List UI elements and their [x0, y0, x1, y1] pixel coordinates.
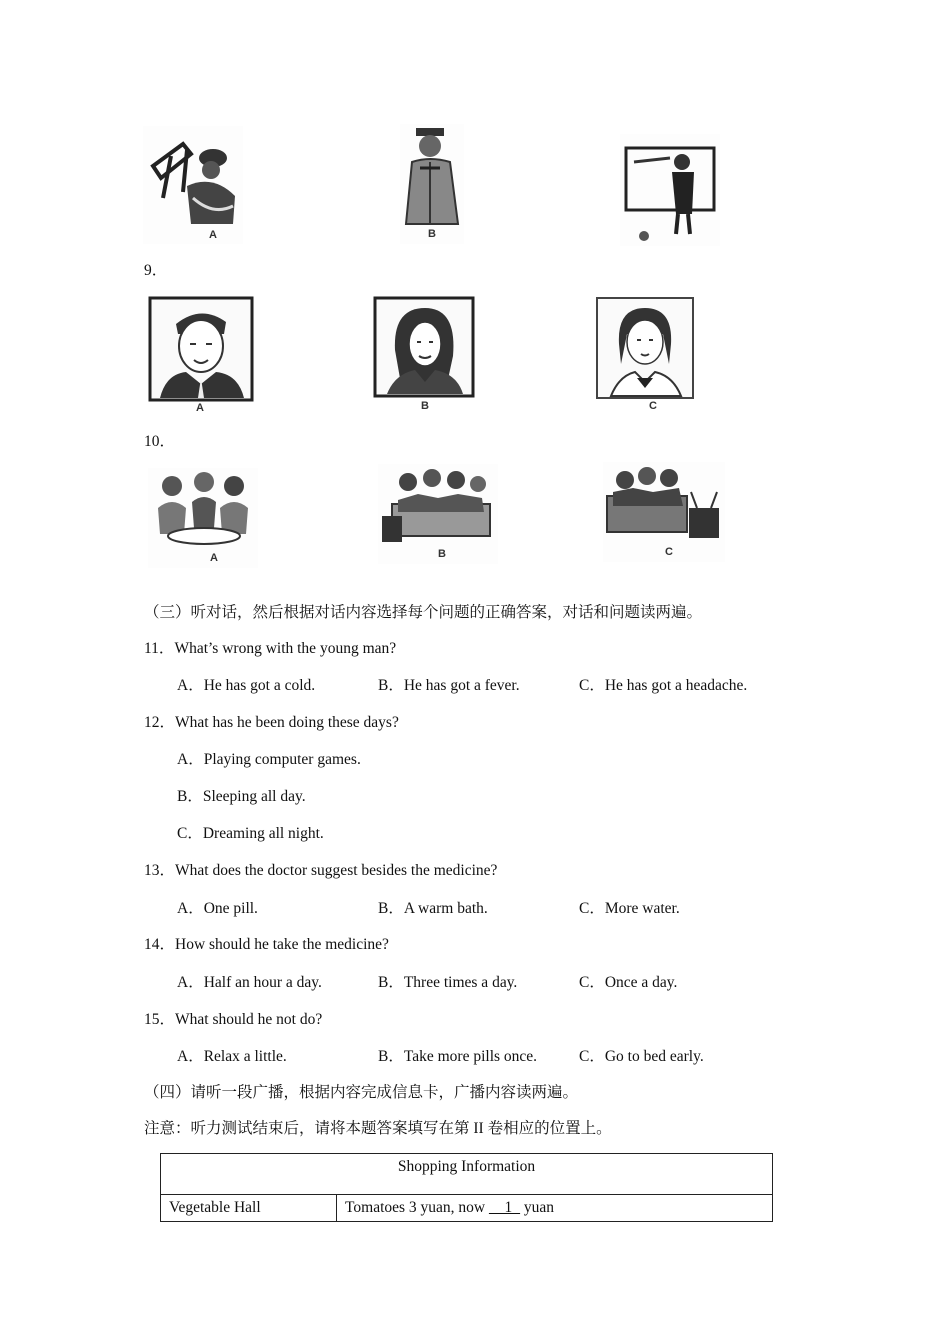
question-13 [144, 861, 497, 881]
question-number-10: 10． [144, 433, 176, 450]
q9-picture-a [146, 294, 258, 418]
question-11 [144, 639, 396, 659]
q11-option-a[interactable]: A．He has got a cold. [177, 677, 316, 694]
q10-picture-b [378, 464, 498, 564]
table-row-label: Vegetable Hall [161, 1195, 337, 1222]
q8-picture-b [400, 124, 464, 244]
option-label: B [438, 548, 446, 560]
question-text: How should he take the medicine? [175, 936, 389, 953]
question-15 [144, 1010, 322, 1030]
row-text-after: yuan [520, 1199, 555, 1216]
q9-picture-b [371, 294, 477, 418]
q15-option-c[interactable]: C．Go to bed early. [579, 1048, 704, 1065]
table-row-value [337, 1195, 773, 1222]
row-text-before: Tomatoes 3 yuan, now [345, 1199, 489, 1216]
question-12 [144, 713, 399, 733]
question-number: 14． [144, 936, 176, 953]
table-title: Shopping Information [161, 1154, 773, 1195]
q11-option-b[interactable]: B．He has got a fever. [378, 677, 520, 694]
section-4-note: 注意：听力测试结束后，请将本题答案填写在第 II 卷相应的位置上。 [144, 1120, 612, 1137]
q10-picture-c [603, 462, 725, 562]
q15-option-b[interactable]: B．Take more pills once. [378, 1048, 538, 1065]
question-number: 15． [144, 1011, 176, 1028]
q8-picture-a [143, 126, 243, 244]
q11-option-c[interactable]: C．He has got a headache. [579, 677, 748, 694]
q13-option-b[interactable]: B．A warm bath. [378, 900, 488, 917]
section-4-heading: （四）请听一段广播，根据内容完成信息卡，广播内容读两遍。 [144, 1084, 579, 1101]
q14-option-a[interactable]: A．Half an hour a day. [177, 974, 322, 991]
q15-option-a[interactable]: A．Relax a little. [177, 1048, 287, 1065]
question-text: What has he been doing these days? [175, 714, 399, 731]
option-label: C [665, 546, 673, 558]
q12-option-a[interactable]: A．Playing computer games. [177, 751, 361, 768]
option-label: B [428, 228, 436, 240]
q9-picture-c [593, 294, 721, 418]
answer-blank-1[interactable]: __1_ [489, 1199, 520, 1216]
q12-option-c[interactable]: C．Dreaming all night. [177, 825, 324, 842]
shopping-info-table [160, 1153, 773, 1222]
question-text: What does the doctor suggest besides the medicine? [175, 862, 498, 879]
option-label: C [649, 400, 657, 412]
q10-picture-a [148, 468, 258, 568]
q8-picture-c [620, 134, 720, 246]
q14-option-c[interactable]: C．Once a day. [579, 974, 678, 991]
question-number: 12． [144, 714, 176, 731]
question-number: 13． [144, 862, 176, 879]
question-text: What’s wrong with the young man? [174, 640, 397, 657]
option-label: A [196, 402, 204, 414]
q12-option-b[interactable]: B．Sleeping all day. [177, 788, 306, 805]
question-number: 11． [144, 640, 175, 657]
question-text: What should he not do? [175, 1011, 323, 1028]
option-label: A [210, 552, 218, 564]
question-number-9: 9． [144, 262, 168, 279]
option-label: B [421, 400, 429, 412]
question-14 [144, 935, 389, 955]
section-3-heading: （三）听对话，然后根据对话内容选择每个问题的正确答案，对话和问题读两遍。 [144, 604, 703, 621]
q14-option-b[interactable]: B．Three times a day. [378, 974, 518, 991]
q13-option-c[interactable]: C．More water. [579, 900, 680, 917]
option-label: A [209, 229, 217, 241]
q13-option-a[interactable]: A．One pill. [177, 900, 258, 917]
